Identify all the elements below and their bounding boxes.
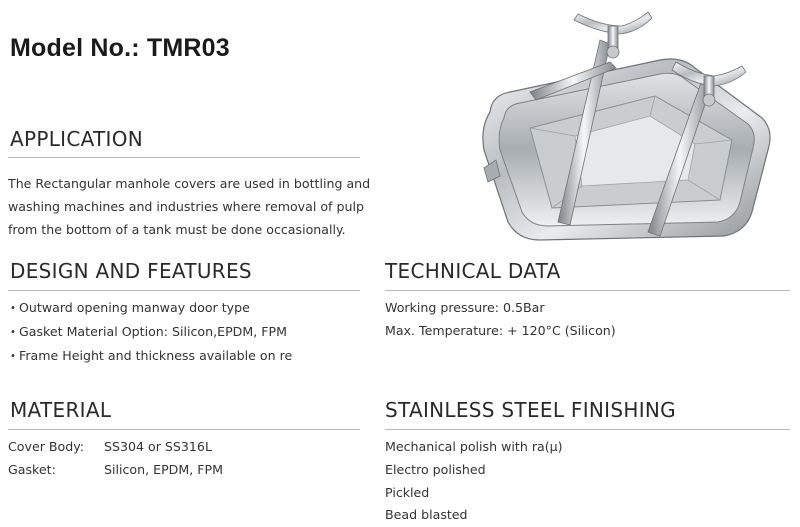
finishing-divider bbox=[385, 429, 790, 430]
handle-left bbox=[574, 12, 652, 58]
technical-line: Max. Temperature: + 120°C (Silicon) bbox=[385, 322, 616, 338]
finishing-heading: STAINLESS STEEL FINISHING bbox=[385, 398, 676, 422]
list-item: • Gasket Material Option: Silicon,EPDM, FPM bbox=[10, 321, 292, 345]
finishing-list bbox=[385, 436, 563, 527]
application-heading: APPLICATION bbox=[10, 127, 144, 151]
application-line: washing machines and industries where removal of pulp bbox=[8, 198, 364, 214]
application-divider bbox=[8, 157, 360, 158]
material-key: Cover Body: bbox=[8, 439, 84, 454]
material-value: SS304 or SS316L bbox=[104, 439, 212, 454]
list-item: • Outward opening manway door type bbox=[10, 297, 292, 321]
technical-data bbox=[385, 297, 616, 343]
finishing-line: Mechanical polish with ra(µ) bbox=[385, 439, 563, 454]
material-row bbox=[8, 436, 223, 459]
finishing-line: Pickled bbox=[385, 484, 430, 500]
design-features-list bbox=[10, 297, 292, 368]
material-divider bbox=[8, 429, 360, 430]
material-row bbox=[8, 459, 223, 482]
design-heading: DESIGN AND FEATURES bbox=[10, 259, 252, 283]
design-divider bbox=[8, 290, 360, 291]
manhole-cover-image bbox=[470, 0, 780, 245]
technical-divider bbox=[385, 290, 790, 291]
finishing-line: Electro polished bbox=[385, 461, 486, 477]
application-line: from the bottom of a tank must be done occasionally. bbox=[8, 221, 346, 237]
material-key: Gasket: bbox=[8, 461, 56, 477]
technical-heading: TECHNICAL DATA bbox=[385, 259, 561, 283]
list-item: • Frame Height and thickness available on re bbox=[10, 345, 292, 369]
finishing-line: Bead blasted bbox=[385, 507, 468, 523]
page-title: Model No.: TMR03 bbox=[10, 34, 230, 62]
application-line: The Rectangular manhole covers are used in bottling and bbox=[8, 176, 371, 191]
technical-line: Working pressure: 0.5Bar bbox=[385, 300, 545, 315]
material-value: Silicon, EPDM, FPM bbox=[104, 461, 223, 477]
material-table bbox=[8, 436, 223, 482]
material-heading: MATERIAL bbox=[10, 398, 112, 422]
application-text bbox=[8, 173, 370, 241]
